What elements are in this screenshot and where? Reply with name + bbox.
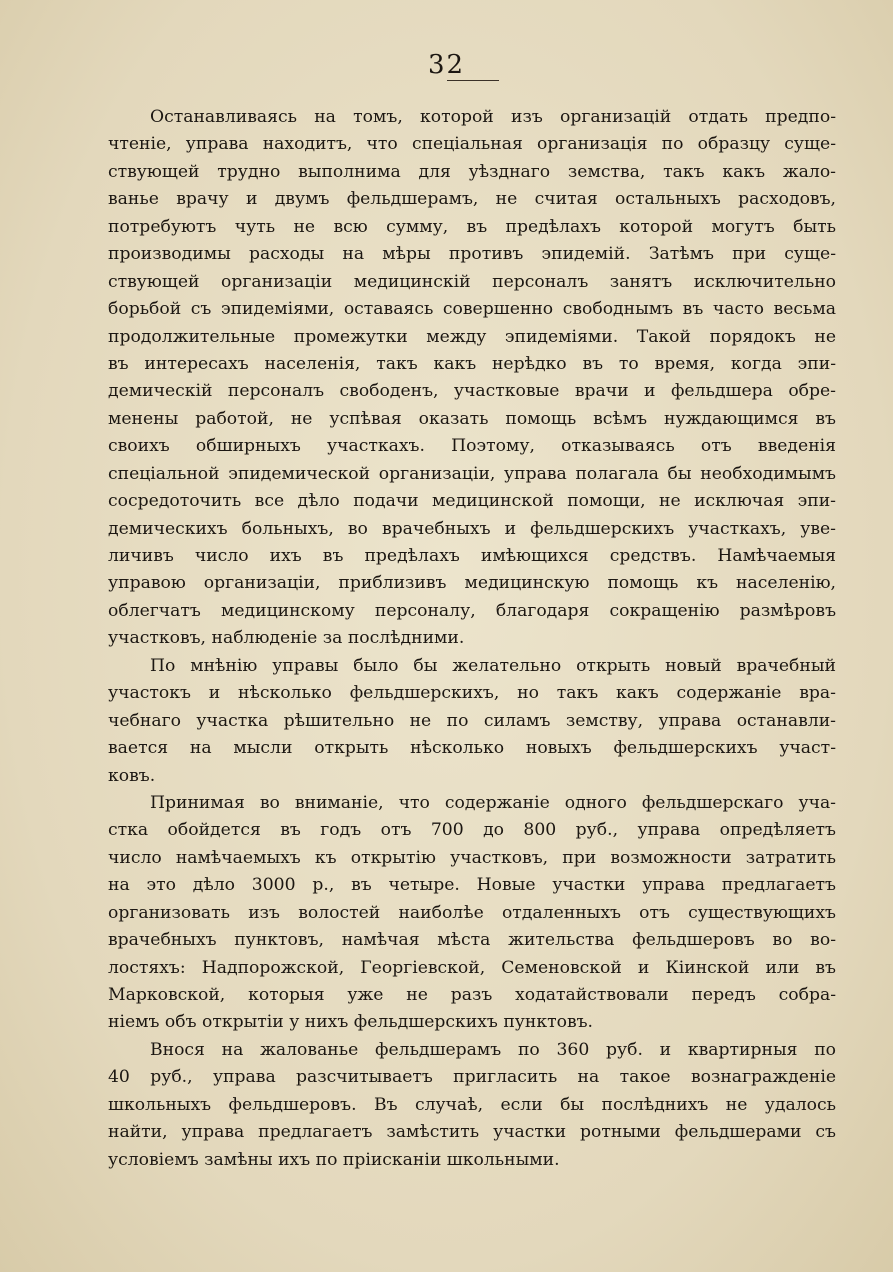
text-line: Внося на жалованье фельдшерамъ по 360 руб. и квартирныя по xyxy=(150,1039,836,1060)
text-line: ствующей трудно выполнима для уѣзднаго земства, такъ какъ жало- xyxy=(108,161,836,182)
text-line: лостяхъ: Надпорожской, Георгіевской, Семеновской и Кіинской или въ xyxy=(108,957,836,978)
text-line: производимы расходы на мѣры противъ эпидемій. Затѣмъ при суще- xyxy=(108,244,836,265)
text-line: ствующей организаціи медицинскій персоналъ занятъ исключительно xyxy=(108,271,836,292)
text-line: найти, управа предлагаетъ замѣстить участки ротными фельдшерами съ xyxy=(108,1122,836,1143)
text-line: Принимая во вниманіе, что содержаніе одного фельдшерскаго уча- xyxy=(150,792,836,813)
text-line: участковъ, наблюденіе за послѣдними. xyxy=(108,628,465,649)
text-line: ніемъ объ открытіи у нихъ фельдшерскихъ пунктовъ. xyxy=(108,1012,594,1033)
text-line: демическій персоналъ свободенъ, участковые врачи и фельдшера обре- xyxy=(108,381,836,402)
text-line: облегчатъ медицинскому персоналу, благодаря сокращенію размѣровъ xyxy=(108,600,836,621)
text-line: Марковской, которыя уже не разъ ходатайствовали передъ собра- xyxy=(108,985,836,1005)
text-line: управою организаціи, приблизивъ медицинскую помощь къ населенію, xyxy=(108,573,836,594)
text-line: въ интересахъ населенія, такъ какъ нерѣдко въ то время, когда эпи- xyxy=(108,353,836,374)
text-line: ванье врачу и двумъ фельдшерамъ, не считая остальныхъ расходовъ, xyxy=(108,189,836,210)
text-line: ковъ. xyxy=(108,765,156,786)
text-line: 40 руб., управа разсчитываетъ пригласить на такое вознагражденіе xyxy=(108,1067,836,1088)
text-line: потребуютъ чуть не всю сумму, въ предѣлахъ которой могутъ быть xyxy=(108,216,836,237)
body-text xyxy=(108,104,836,1174)
text-line: Останавливаясь на томъ, которой изъ организацій отдать предпо- xyxy=(150,107,836,127)
text-line: сосредоточить все дѣло подачи медицинской помощи, не исключая эпи- xyxy=(108,491,836,512)
text-line: на это дѣло 3000 р., въ четыре. Новые участки управа предлагаетъ xyxy=(108,875,836,896)
text-line: стка обойдется въ годъ отъ 700 до 800 руб., управа опредѣляетъ xyxy=(108,820,836,841)
text-line: чебнаго участка рѣшительно не по силамъ земству, управа останавли- xyxy=(108,710,836,731)
text-line: школьныхъ фельдшеровъ. Въ случаѣ, если бы послѣднихъ не удалось xyxy=(108,1094,836,1115)
text-line: демическихъ больныхъ, во врачебныхъ и фельдшерскихъ участкахъ, уве- xyxy=(108,518,836,539)
page-number-rule xyxy=(447,80,499,81)
text-line: продолжительные промежутки между эпидеміями. Такой порядокъ не xyxy=(108,326,836,347)
text-line: вается на мысли открыть нѣсколько новыхъ фельдшерскихъ участ- xyxy=(108,738,836,759)
text-line: организовать изъ волостей наиболѣе отдаленныхъ отъ существующихъ xyxy=(108,902,836,923)
text-line: участокъ и нѣсколько фельдшерскихъ, но такъ какъ содержаніе вра- xyxy=(108,683,836,704)
text-line: своихъ обширныхъ участкахъ. Поэтому, отказываясь отъ введенія xyxy=(108,436,836,457)
text-line: спеціальной эпидемической организаціи, управа полагала бы необходимымъ xyxy=(108,463,836,484)
text-line: чтеніе, управа находитъ, что спеціальная организація по образцу суще- xyxy=(108,134,836,155)
text-line: По мнѣнію управы было бы желательно открыть новый врачебный xyxy=(150,655,836,676)
text-line: личивъ число ихъ въ предѣлахъ имѣющихся средствъ. Намѣчаемыя xyxy=(108,546,836,566)
text-line: врачебныхъ пунктовъ, намѣчая мѣста жительства фельдшеровъ во во- xyxy=(108,930,836,951)
page-number: 32 xyxy=(427,50,466,80)
text-line: менены работой, не успѣвая оказать помощь всѣмъ нуждающимся въ xyxy=(108,408,836,429)
text-line: борьбой съ эпидеміями, оставаясь совершенно свободнымъ въ часто весьма xyxy=(108,299,836,320)
text-line: условіемъ замѣны ихъ по пріисканіи школьными. xyxy=(108,1149,560,1170)
text-line: число намѣчаемыхъ къ открытію участковъ, при возможности затратить xyxy=(108,847,836,868)
